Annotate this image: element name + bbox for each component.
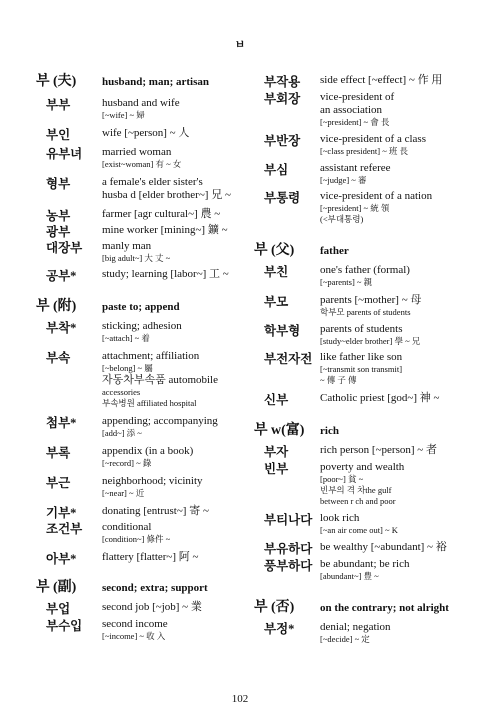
definition	[320, 558, 466, 582]
definition	[102, 415, 248, 439]
definition-line: be wealthy [~abundant] ~ 裕	[320, 541, 447, 553]
dictionary-entry	[36, 176, 248, 202]
definition	[102, 618, 248, 642]
definition-line: married woman	[102, 146, 172, 158]
definition	[102, 320, 248, 344]
dictionary-entry	[36, 521, 248, 545]
definition-line: mine worker [mining~] 鑛 ~	[102, 224, 228, 236]
headword: 부록	[46, 446, 71, 460]
headword-group	[254, 423, 466, 438]
headword: 형부	[46, 177, 71, 191]
definition-line: second job [~job] ~ 業	[102, 601, 202, 613]
headword: 부수입	[46, 619, 83, 633]
dictionary-entry	[254, 392, 466, 405]
etymology-note: [study~elder brother] 學 ~ 兄	[320, 336, 421, 346]
dictionary-entry	[254, 512, 466, 536]
definition	[320, 91, 466, 128]
headword: 부반장	[264, 134, 301, 148]
headword: 부정*	[264, 622, 295, 636]
definition	[320, 190, 466, 225]
headword: 부 (附)	[36, 299, 77, 314]
headword: 대장부	[46, 241, 83, 255]
headword: 풍부하다	[264, 559, 313, 573]
dictionary-entry	[36, 146, 248, 170]
dictionary-entry	[36, 240, 248, 264]
dictionary-entry	[36, 445, 248, 469]
headword: 기부*	[46, 506, 77, 520]
dictionary-entry	[254, 264, 466, 288]
headword: 공부*	[46, 269, 77, 283]
definition-line: husband and wife	[102, 97, 180, 109]
etymology-note: [condition~] 條件 ~	[102, 534, 171, 544]
dictionary-entry	[36, 601, 248, 614]
headword: 아부*	[46, 552, 77, 566]
etymology-note: [~president] ~ 會 長	[320, 117, 390, 127]
dictionary-entry	[254, 541, 466, 554]
definition-line: like father like son	[320, 351, 403, 363]
definition	[102, 97, 248, 121]
headword: 빈부	[264, 462, 289, 476]
dictionary-entry	[36, 350, 248, 409]
etymology-note: [abundant~] 豊 ~	[320, 571, 379, 581]
definition-line: husba d [elder brother~] 兄 ~	[102, 189, 231, 201]
headword-group	[36, 299, 248, 314]
definition	[320, 461, 466, 507]
headword: 부인	[46, 128, 71, 142]
definition	[320, 444, 466, 457]
definition-line: paste to; append	[102, 301, 180, 313]
definition-line: Catholic priest [god~] 神 ~	[320, 392, 440, 404]
etymology-note: [poor~] 貧 ~	[320, 474, 364, 484]
definition	[320, 133, 466, 157]
headword: 광부	[46, 225, 71, 239]
definition	[320, 74, 466, 87]
headword: 부부	[46, 98, 71, 112]
definition-line: assistant referee	[320, 162, 391, 174]
etymology-note: (<부대통령)	[320, 214, 364, 224]
headword: 부 (夫)	[36, 74, 77, 89]
dictionary-entry	[36, 415, 248, 439]
definition-line: denial; negation	[320, 621, 391, 633]
definition-line: study; learning [labor~] 工 ~	[102, 268, 229, 280]
definition-line: rich	[320, 425, 339, 437]
definition	[102, 505, 248, 518]
headword: 농부	[46, 209, 71, 223]
definition	[320, 541, 466, 554]
headword: 부자	[264, 445, 289, 459]
definition	[102, 240, 248, 264]
etymology-note: 학부모 parents of students	[320, 307, 411, 317]
headword: 부 w(富)	[254, 423, 305, 438]
definition-line: manly man	[102, 240, 152, 252]
dictionary-entry	[36, 127, 248, 140]
definition-line: appending; accompanying	[102, 415, 218, 427]
definition	[320, 600, 466, 615]
definition-line: flattery [flatter~] 阿 ~	[102, 551, 199, 563]
etymology-note: between r ch and poor	[320, 496, 396, 506]
page-number: 102	[231, 693, 249, 705]
definition	[102, 74, 248, 89]
definition	[320, 351, 466, 386]
dictionary-entry	[36, 505, 248, 518]
etymology-note: [exist~woman] 有 ~ 女	[102, 159, 182, 169]
definition	[320, 294, 466, 318]
dictionary-entry	[254, 323, 466, 347]
dictionary-entry	[254, 162, 466, 186]
definition-line: a female's elder sister's	[102, 176, 203, 188]
headword: 부착*	[46, 321, 77, 335]
headword: 부심	[264, 163, 289, 177]
dictionary-entry	[254, 91, 466, 128]
headword: 부통령	[264, 191, 301, 205]
headword-group	[254, 243, 466, 258]
definition	[102, 208, 248, 221]
definition	[320, 162, 466, 186]
definition-line: donating [entrust~] 寄 ~	[102, 505, 209, 517]
definition	[102, 551, 248, 564]
right-column	[254, 74, 466, 645]
definition-line: second; extra; support	[102, 582, 208, 594]
definition-line: conditional	[102, 521, 152, 533]
definition	[102, 350, 248, 409]
etymology-note: 부속병원 affiliated hospital	[102, 398, 197, 408]
headword: 조건부	[46, 522, 83, 536]
dictionary-entry	[36, 268, 248, 281]
definition-line: poverty and wealth	[320, 461, 405, 473]
etymology-note: [add~] 添 ~	[102, 428, 142, 438]
definition-line: farmer [agr cultural~] 農 ~	[102, 208, 221, 220]
definition-line: vice-president of a nation	[320, 190, 433, 202]
definition	[102, 445, 248, 469]
definition	[102, 475, 248, 499]
headword: 부모	[264, 295, 289, 309]
definition	[102, 601, 248, 614]
headword: 부 (副)	[36, 580, 77, 595]
definition	[102, 146, 248, 170]
definition	[102, 268, 248, 281]
headword: 부친	[264, 265, 289, 279]
headword: 유부녀	[46, 147, 83, 161]
etymology-note: [~income] ~ 收 入	[102, 631, 166, 641]
dictionary-entry	[254, 351, 466, 386]
etymology-note: [~transmit son transmit]	[320, 364, 403, 374]
etymology-note: [~decide] ~ 定	[320, 634, 370, 644]
definition-line: look rich	[320, 512, 360, 524]
definition-line: vice-president of	[320, 91, 395, 103]
definition	[102, 224, 248, 237]
etymology-note: [~an air come out] ~ K	[320, 525, 398, 535]
headword: 첨부*	[46, 416, 77, 430]
definition-line: appendix (in a book)	[102, 445, 194, 457]
headword: 부근	[46, 476, 71, 490]
etymology-note: [~near] ~ 近	[102, 488, 145, 498]
etymology-note: [~president] ~ 統 領	[320, 203, 390, 213]
definition-line: side effect [~effect] ~ 作 用	[320, 74, 443, 86]
headword: 부전자전	[264, 352, 313, 366]
definition-line: 자동차부속품 automobile	[102, 374, 218, 386]
etymology-note: [big adult~] 大 丈 ~	[102, 253, 171, 263]
etymology-note: [~parents] ~ 親	[320, 277, 373, 287]
headword: 부속	[46, 351, 71, 365]
definition	[320, 264, 466, 288]
dictionary-entry	[254, 133, 466, 157]
definition	[320, 323, 466, 347]
dictionary-entry	[254, 461, 466, 507]
etymology-note: [~class president] ~ 班 長	[320, 146, 409, 156]
headword-group	[36, 580, 248, 595]
definition-line: husband; man; artisan	[102, 76, 209, 88]
etymology-note: [~belong] ~ 屬	[102, 363, 153, 373]
definition-line: neighborhood; vicinity	[102, 475, 203, 487]
headword: 부 (否)	[254, 600, 295, 615]
dictionary-entry	[254, 444, 466, 457]
headword: 부업	[46, 602, 71, 616]
definition-line: wife [~person] ~ 人	[102, 127, 190, 139]
definition-line: on the contrary; not alright	[320, 602, 449, 614]
dictionary-entry	[36, 320, 248, 344]
dictionary-entry	[36, 618, 248, 642]
etymology-note: [~judge] ~ 審	[320, 175, 367, 185]
definition-line: sticking; adhesion	[102, 320, 182, 332]
etymology-note: [~attach] ~ 着	[102, 333, 150, 343]
dictionary-entry	[254, 190, 466, 225]
etymology-note: ~ 傳 子 傳	[320, 375, 357, 385]
definition-line: father	[320, 245, 349, 257]
dictionary-entry	[36, 551, 248, 564]
definition	[320, 392, 466, 405]
definition	[102, 521, 248, 545]
definition-line: rich person [~person] ~ 者	[320, 444, 437, 456]
headword: 학부형	[264, 324, 301, 338]
definition	[102, 299, 248, 314]
definition-line: parents of students	[320, 323, 403, 335]
headword-group	[36, 74, 248, 89]
dictionary-entry	[36, 97, 248, 121]
headword: 부유하다	[264, 542, 313, 556]
definition-line: vice-president of a class	[320, 133, 426, 145]
dictionary-entry	[254, 558, 466, 582]
etymology-note: [~wife] ~ 婦	[102, 110, 145, 120]
dictionary-entry	[254, 294, 466, 318]
definition-line: attachment; affiliation	[102, 350, 200, 362]
dictionary-entry	[36, 208, 248, 221]
definition	[320, 423, 466, 438]
headword: 부작용	[264, 75, 301, 89]
headword: 부회장	[264, 92, 301, 106]
dictionary-entry	[254, 621, 466, 645]
definition	[102, 176, 248, 202]
definition	[320, 512, 466, 536]
definition	[320, 243, 466, 258]
definition-line: be abundant; be rich	[320, 558, 410, 570]
definition	[320, 621, 466, 645]
definition	[102, 127, 248, 140]
headword: 부 (父)	[254, 243, 295, 258]
definition-line: one's father (formal)	[320, 264, 410, 276]
definition-line: an association	[320, 104, 383, 116]
left-column	[36, 74, 248, 642]
definition	[102, 580, 248, 595]
definition-line: second income	[102, 618, 168, 630]
headword-group	[254, 600, 466, 615]
dictionary-entry	[254, 74, 466, 87]
dictionary-entry	[36, 224, 248, 237]
dictionary-entry	[36, 475, 248, 499]
headword: 신부	[264, 393, 289, 407]
etymology-note: accessories	[102, 387, 141, 397]
etymology-note: 빈부의 격 차the gulf	[320, 485, 392, 495]
running-header: ㅂ	[234, 39, 246, 51]
definition-line: parents [~mother] ~ 母	[320, 294, 422, 306]
etymology-note: [~record] ~ 錄	[102, 458, 152, 468]
headword: 부티나다	[264, 513, 313, 527]
